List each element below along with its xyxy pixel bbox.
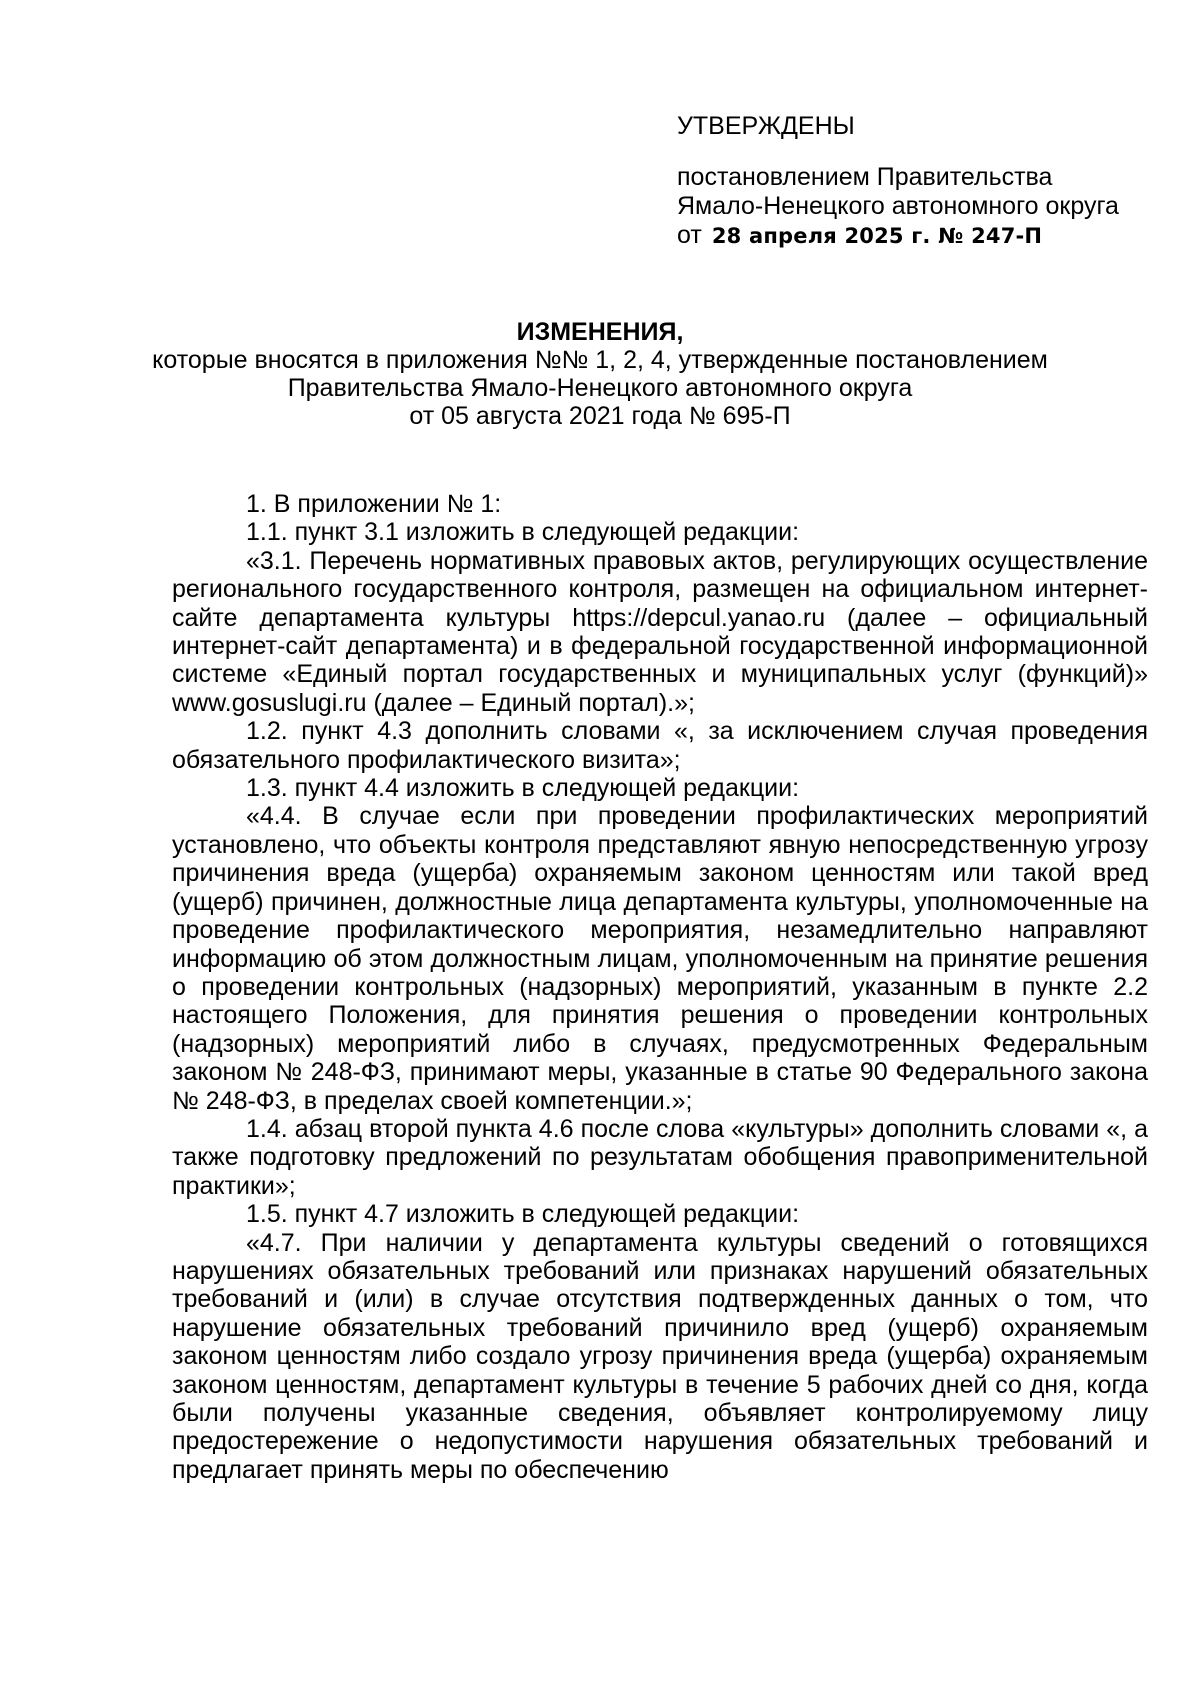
paragraph-1-1: 1.1. пункт 3.1 изложить в следующей редакции: bbox=[246, 518, 800, 547]
document-heading bbox=[150, 318, 1050, 430]
paragraph-4-7-text: «4.7. При наличии у департамента культуры сведений о готовящихся нарушениях обязательных требований или признаках нарушений обязательных требований и (или) в случае отсутствия подтвержденных данных о том, что нарушение обязательных требований причинило вред (ущерб) охраняемым законом ценностям либо создало угрозу причинения вреда (ущерба) охраняемым законом ценностям, департамент культуры в течение 5 рабочих дней со дня, когда были получены указанные сведения, объявляет контролируемому лицу предостережение о недопустимости нарушения обязательных требований и предлагает принять меры по обеспечению bbox=[172, 1228, 1148, 1484]
paragraph-1: 1. В приложении № 1: bbox=[246, 490, 502, 518]
paragraph-4-4-text: «4.4. В случае если при проведении профилактических мероприятий установлено, что объекты контроля представляют явную непосредственную угрозу причинения вреда (ущерба) охраняемым законом ценностям или такой вред (ущерб) причинен, должностные лица департамента культуры, уполномоченные на проведение профилактического мероприятия, незамедлительно направляют информацию об этом должностным лицам, уполномоченным на принятие решения о проведении контрольных (надзорных) мероприятий, указанным в пункте 2.2 настоящего Положения, для принятия решения о проведении контрольных (надзорных) мероприятий либо в случаях, предусмотренных Федеральным законом № 248-ФЗ, принимают меры, указанные в статье 90 Федерального закона № 248-ФЗ, в пределах своей компетенции.»; bbox=[172, 802, 1148, 1115]
approval-date-line bbox=[677, 221, 1147, 251]
document-title: ИЗМЕНЕНИЯ, bbox=[516, 318, 684, 346]
paragraph-1-4: 1.4. абзац второй пункта 4.6 после слова «культуры» дополнить словами «, а также подготовку предложений по результатам обобщения правоприменительной практики»; bbox=[172, 1114, 1148, 1200]
paragraph-1-2: 1.2. пункт 4.3 дополнить словами «, за исключением случая проведения обязательного профилактического визита»; bbox=[172, 717, 1148, 774]
approval-date-value: 28 апреля 2025 г. № 247-П bbox=[711, 224, 1043, 248]
approval-block bbox=[677, 112, 1147, 251]
document-subtitle-line-3: от 05 августа 2021 года № 695-П bbox=[409, 402, 791, 430]
paragraph-1-5: 1.5. пункт 4.7 изложить в следующей редакции: bbox=[246, 1200, 800, 1229]
approval-government-line: Ямало-Ненецкого автономного округа bbox=[677, 192, 1119, 220]
approval-stamp-heading: УТВЕРЖДЕНЫ bbox=[677, 112, 855, 140]
approval-resolution-line: постановлением Правительства bbox=[677, 163, 1053, 191]
document-subtitle-line-2: Правительства Ямало-Ненецкого автономного округа bbox=[287, 374, 913, 402]
document-body bbox=[172, 490, 1148, 1484]
approval-date-prefix: от bbox=[677, 221, 702, 249]
paragraph-3-1-text: «3.1. Перечень нормативных правовых актов, регулирующих осуществление регионального государственного контроля, размещен на официальном интернет-сайте департамента культуры https://depcul.yanao.ru (далее – официальный интернет-сайт департамента) и в федеральной государственной информационной системе «Единый портал государственных и муниципальных услуг (функций)» www.gosuslugi.ru (далее – Единый портал).»; bbox=[172, 546, 1148, 717]
document-subtitle-line-1: которые вносятся в приложения №№ 1, 2, 4, утвержденные постановлением bbox=[152, 346, 1048, 374]
paragraph-1-3: 1.3. пункт 4.4 изложить в следующей редакции: bbox=[246, 774, 800, 803]
